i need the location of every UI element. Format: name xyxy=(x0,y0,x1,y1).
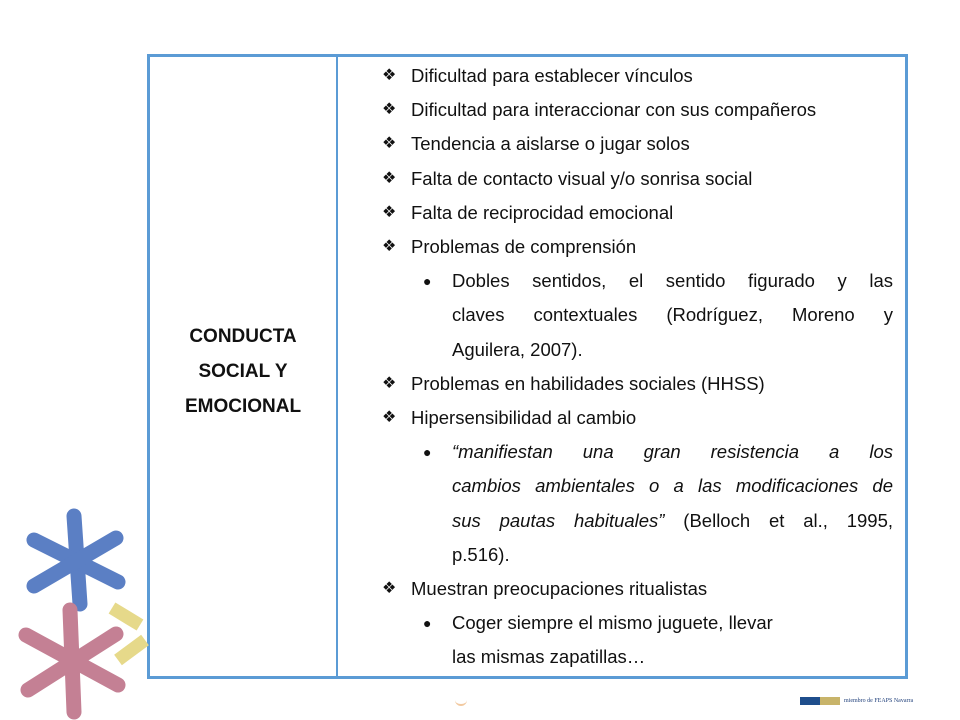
citation: (Belloch et al., 1995, xyxy=(664,509,893,531)
member-text: miembro de FEAPS Navarra xyxy=(844,698,914,704)
category-line-1: CONDUCTA xyxy=(189,326,297,347)
category-cell xyxy=(150,57,338,676)
diamond-bullet-icon: ❖ xyxy=(382,135,397,153)
dot-bullet-icon: ● xyxy=(423,444,432,461)
dot-bullet-icon: ● xyxy=(423,273,432,290)
list-item: ❖ Muestran preocupaciones ritualistas xyxy=(338,572,905,606)
sub-list-item-quote: ● “manifiestan una gran resistencia a los cambios ambientales o a las modificaciones de sus pautas habituales” (Belloch et al., 1995, p.516). xyxy=(338,435,905,572)
content-table xyxy=(147,54,908,679)
list-item: ❖ Falta de contacto visual y/o sonrisa social xyxy=(338,162,905,196)
diamond-bullet-icon: ❖ xyxy=(382,409,397,427)
dot-bullet-icon: ● xyxy=(423,615,432,632)
list-item: ❖ Falta de reciprocidad emocional xyxy=(338,196,905,230)
decorative-mark xyxy=(455,698,467,706)
list-item: ❖ Problemas en habilidades sociales (HHSS) xyxy=(338,367,905,401)
diamond-bullet-icon: ❖ xyxy=(382,203,397,221)
items-cell xyxy=(338,57,905,676)
diamond-bullet-icon: ❖ xyxy=(382,374,397,392)
feaps-footer-logo xyxy=(800,697,913,705)
list-item: ❖ Dificultad para interaccionar con sus compañeros xyxy=(338,93,905,127)
blue-asterisk-icon xyxy=(34,516,118,604)
list-item: ❖ Hipersensibilidad al cambio xyxy=(338,401,905,435)
list-item: ❖ Problemas de comprensión xyxy=(338,230,905,264)
category-label xyxy=(185,319,301,424)
category-line-2: SOCIAL Y xyxy=(198,361,288,382)
list-item: ❖ Tendencia a aislarse o jugar solos xyxy=(338,127,905,161)
pink-asterisk-icon xyxy=(26,610,118,712)
sub-list-item: ● Coger siempre el mismo juguete, llevar las mismas zapatillas… xyxy=(338,606,905,674)
list-item: ❖ Dificultad para establecer vínculos xyxy=(338,59,905,93)
diamond-bullet-icon: ❖ xyxy=(382,238,397,256)
diamond-bullet-icon: ❖ xyxy=(382,67,397,84)
asterisk-logo-icon xyxy=(0,500,150,720)
diamond-bullet-icon: ❖ xyxy=(382,580,397,598)
diamond-bullet-icon: ❖ xyxy=(382,101,397,119)
feaps-logo-icon xyxy=(800,697,840,705)
category-line-3: EMOCIONAL xyxy=(184,396,302,417)
quote-end: sus pautas habituales” xyxy=(452,509,665,531)
diamond-bullet-icon: ❖ xyxy=(382,169,397,187)
sub-list-item: ● Dobles sentidos, el sentido figurado y las claves contextuales (Rodríguez, Moreno y Aguilera, 2007). xyxy=(338,264,905,367)
